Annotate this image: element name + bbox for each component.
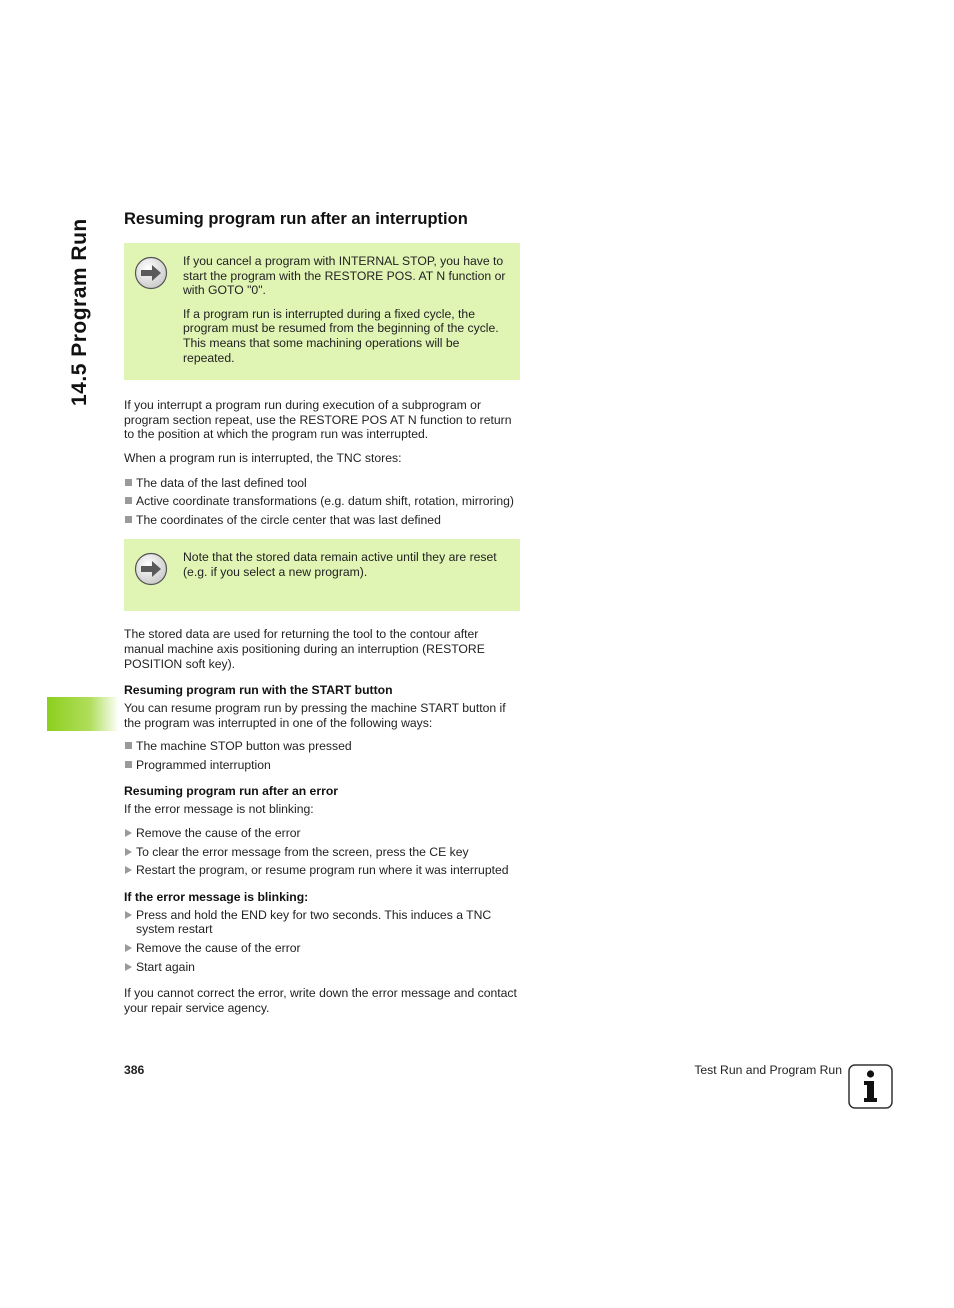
section-title: Resuming program run after an interruption: [124, 210, 468, 228]
error-steps-list: [124, 826, 520, 878]
body-paragraph: The stored data are used for returning the tool to the contour after manual machine axis positioning during an interruption (RESTORE POSITION soft key).: [124, 627, 485, 671]
note-paragraph: If you cancel a program with INTERNAL STOP, you have to start the program with the RESTORE POS. AT N function or with GOTO "0".: [183, 254, 506, 298]
subheading-after-error: Resuming program run after an error: [124, 784, 339, 799]
note-box-2: [124, 539, 520, 611]
list-item: Active coordinate transformations (e.g. datum shift, rotation, mirroring): [124, 494, 520, 509]
arrow-right-icon: [134, 550, 168, 591]
note-box-1: [124, 243, 520, 380]
list-item: Restart the program, or resume program run where it was interrupted: [124, 863, 520, 878]
blinking-steps-list: [124, 908, 520, 974]
body-paragraph: If the error message is not blinking:: [124, 802, 314, 817]
list-item: The machine STOP button was pressed: [124, 739, 520, 754]
list-item: Press and hold the END key for two seconds. This induces a TNC system restart: [124, 908, 520, 937]
list-item: Remove the cause of the error: [124, 826, 520, 841]
arrow-right-icon: [134, 254, 168, 374]
stored-items-list: [124, 476, 520, 528]
subheading-start-button: Resuming program run with the START button: [124, 683, 393, 698]
list-item: To clear the error message from the screen, press the CE key: [124, 845, 520, 860]
chapter-side-title: 14.5 Program Run: [68, 218, 91, 406]
list-item: The coordinates of the circle center that was last defined: [124, 513, 520, 528]
main-content: [124, 210, 520, 1024]
body-paragraph: If you interrupt a program run during execution of a subprogram or program section repeat, use the RESTORE POS AT N function to return to the position at which the program run was interrupted.: [124, 398, 512, 442]
page-number: 386: [124, 1063, 145, 1077]
body-paragraph: When a program run is interrupted, the TNC stores:: [124, 450, 402, 465]
chapter-tab-marker: [47, 697, 119, 731]
list-item: Remove the cause of the error: [124, 941, 520, 956]
body-paragraph: If you cannot correct the error, write down the error message and contact your repair service agency.: [124, 986, 517, 1015]
list-item: Programmed interruption: [124, 758, 520, 773]
subheading-blinking: If the error message is blinking:: [124, 889, 309, 904]
footer-chapter-title: Test Run and Program Run: [694, 1063, 842, 1077]
note-paragraph: If a program run is interrupted during a fixed cycle, the program must be resumed from the beginning of the cycle. This means that some machining operations will be repeated.: [183, 306, 499, 365]
list-item: Start again: [124, 960, 520, 975]
info-icon: [848, 1064, 893, 1109]
list-item: The data of the last defined tool: [124, 476, 520, 491]
body-paragraph: You can resume program run by pressing the machine START button if the program was interrupted in one of the following ways:: [124, 701, 506, 730]
note-paragraph: Note that the stored data remain active until they are reset (e.g. if you select a new program).: [183, 550, 497, 579]
interruption-ways-list: [124, 739, 520, 772]
